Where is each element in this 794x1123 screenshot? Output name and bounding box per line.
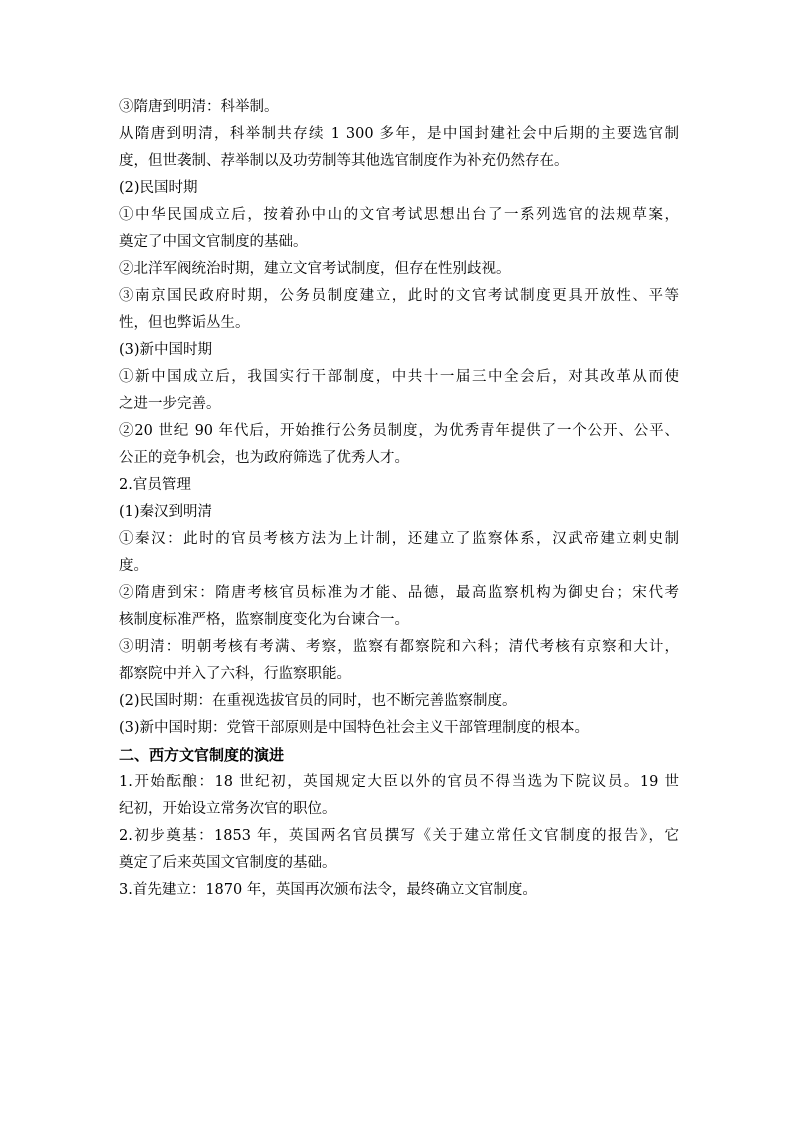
text-line: 奠定了中国文官制度的基础。 (119, 234, 308, 250)
text-line: 从隋唐到明清，科举制共存续 1 300 多年，是中国封建社会中后期的主要选官制 (119, 126, 679, 142)
text-line: 核制度标准严格，监察制度变化为台谏合一。 (119, 612, 409, 628)
text-line: ③隋唐到明清：科举制。 (119, 99, 279, 115)
text-line: 公正的竞争机会，也为政府筛选了优秀人才。 (119, 450, 409, 466)
text-line: ①秦汉：此时的官员考核方法为上计制，还建立了监察体系，汉武帝建立刺史制 (119, 531, 679, 547)
subsection-heading: (2)民国时期 (119, 180, 198, 196)
section-heading: 二、西方文官制度的演进 (119, 746, 285, 764)
text-line: 1.开始酝酿：18 世纪初，英国规定大臣以外的官员不得当选为下院议员。19 世 (119, 774, 679, 790)
subsection-heading: 2.官员管理 (119, 477, 191, 493)
text-line: 度。 (119, 558, 148, 574)
text-line: ③南京国民政府时期，公务员制度建立，此时的文官考试制度更具开放性、平等 (119, 288, 679, 304)
text-line: ②隋唐到宋：隋唐考核官员标准为才能、品德，最高监察机构为御史台；宋代考 (119, 585, 679, 601)
subsection-heading: (3)新中国时期 (119, 342, 213, 358)
text-line: 都察院中并入了六科，行监察职能。 (119, 666, 351, 682)
text-line: 度，但世袭制、荐举制以及功劳制等其他选官制度作为补充仍然存在。 (119, 153, 569, 169)
text-line: 3.首先建立：1870 年，英国再次颁布法令，最终确立文官制度。 (119, 882, 537, 898)
text-line: ①新中国成立后，我国实行干部制度，中共十一届三中全会后，对其改革从而使 (119, 369, 679, 385)
text-line: ②北洋军阀统治时期，建立文官考试制度，但存在性别歧视。 (119, 261, 511, 277)
text-line: ②20 世纪 90 年代后，开始推行公务员制度，为优秀青年提供了一个公开、公平、 (119, 423, 679, 439)
text-line: 性，但也弊诟丛生。 (119, 315, 250, 331)
text-line: (3)新中国时期：党管干部原则是中国特色社会主义干部管理制度的根本。 (119, 720, 590, 736)
text-line: 纪初，开始设立常务次官的职位。 (119, 801, 337, 817)
text-line: 2.初步奠基：1853 年，英国两名官员撰写《关于建立常任文官制度的报告》，它 (119, 828, 679, 844)
text-line: 之进一步完善。 (119, 396, 221, 412)
document-page (119, 94, 679, 904)
subsection-heading: (1)秦汉到明清 (119, 504, 213, 520)
text-line: (2)民国时期：在重视选拔官员的同时，也不断完善监察制度。 (119, 693, 517, 709)
text-line: ①中华民国成立后，按着孙中山的文官考试思想出台了一系列选官的法规草案， (119, 207, 679, 223)
text-line: ③明清：明朝考核有考满、考察，监察有都察院和六科；清代考核有京察和大计， (119, 639, 679, 655)
text-line: 奠定了后来英国文官制度的基础。 (119, 855, 337, 871)
